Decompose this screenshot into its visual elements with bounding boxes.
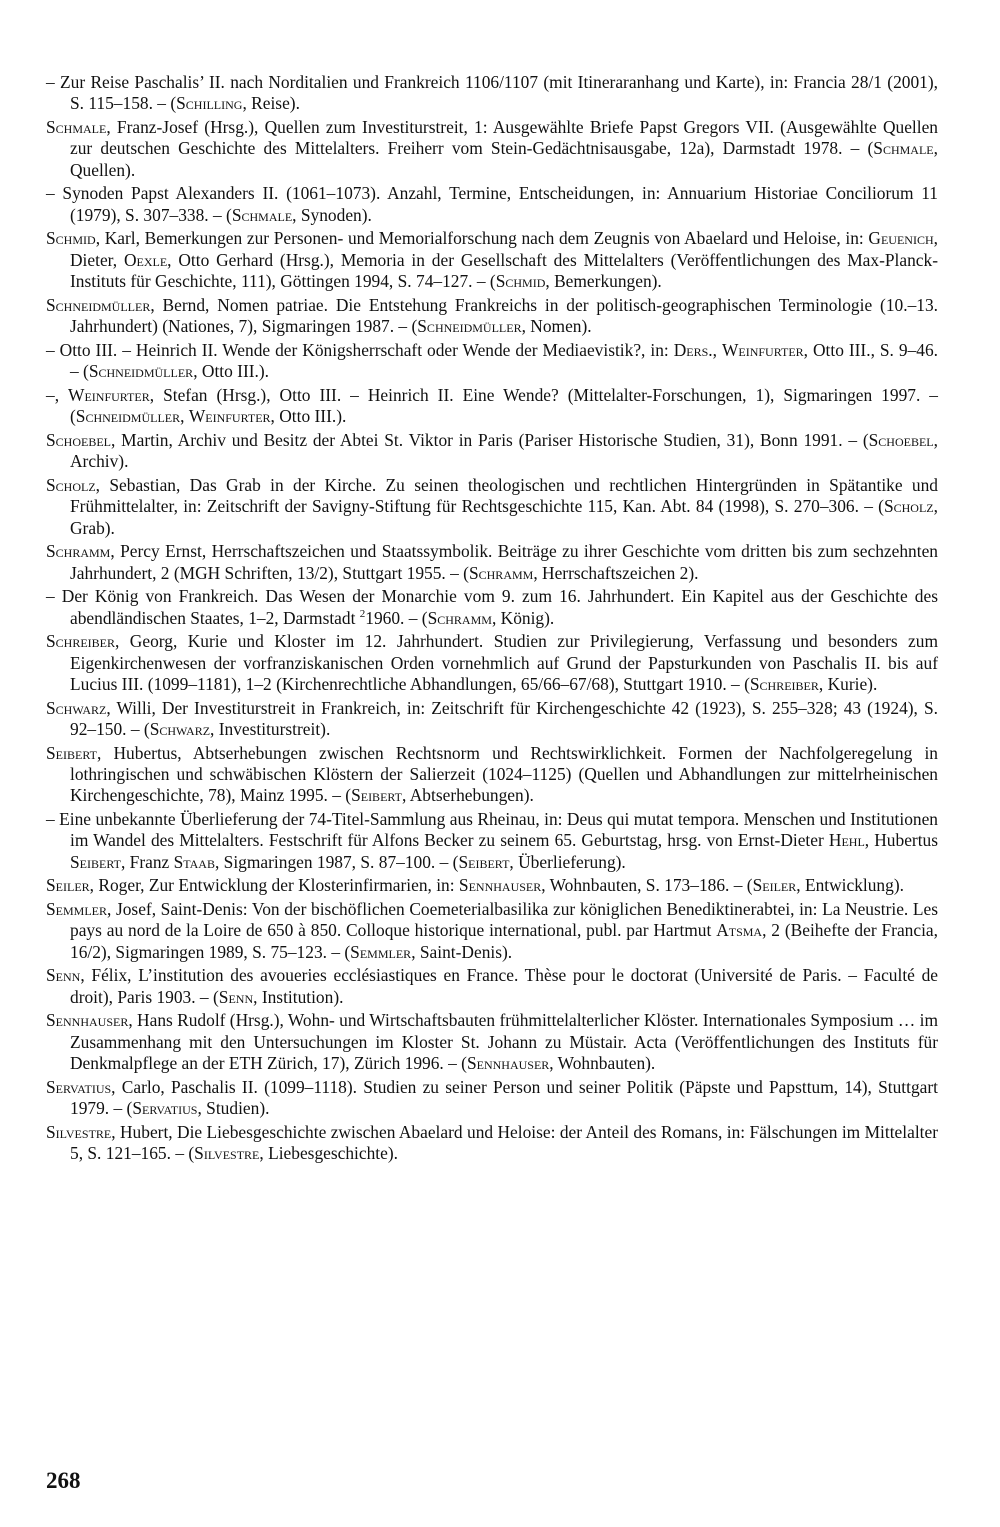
entry-text: , Roger, Zur Entwicklung der Klosterinfirmarien, in: — [89, 875, 459, 896]
author-name: Seibert — [458, 851, 510, 872]
entry-text: , Wohnbauten, S. 173–186. – ( — [541, 875, 753, 896]
author-name: Schneidmüller — [88, 361, 194, 382]
entry-text: , Überlieferung). — [509, 851, 626, 872]
bibliography-entry — [46, 1077, 938, 1120]
bibliography-entry — [46, 1122, 938, 1165]
author-name: Schwarz — [149, 719, 211, 740]
author-name: Semmler — [46, 899, 108, 920]
bibliography-entry — [46, 541, 938, 584]
author-name: Senn — [218, 986, 254, 1007]
author-name: Silvestre — [194, 1143, 260, 1164]
entry-text: , Studien). — [197, 1098, 270, 1119]
entry-text: , Willi, Der Investiturstreit in Frankreich, in: Zeitschrift für Kirchengeschichte 42 (1923), S. 255–328; 43 (1924), S. 92–150. – ( — [70, 697, 938, 740]
bibliography-entry — [46, 743, 938, 807]
entry-text: , Percy Ernst, Herrschaftszeichen und Staatssymbolik. Beiträge zu ihrer Geschichte vom dritten bis zum sechzehnten Jahrhundert, 2 (MGH Schriften, 13/2), Stuttgart 1955. – ( — [70, 541, 938, 583]
entry-text: , Martin, Archiv und Besitz der Abtei St. Viktor in Paris (Pariser Historische Studien, 31), Bonn 1991. – ( — [111, 429, 869, 450]
entry-text: , Reise). — [242, 93, 300, 114]
author-name: Schramm — [427, 607, 492, 628]
author-name: Weinfurter — [188, 406, 271, 427]
bibliography-entry — [46, 295, 938, 338]
entry-text: , Sigmaringen 1987, S. 87–100. – ( — [214, 851, 459, 872]
author-name: Schmale — [46, 117, 107, 137]
entry-text: , Franz — [120, 851, 174, 872]
entry-text: , Félix, L’institution des avoueries ecclésiastiques en France. Thèse pour le doctorat (Université de Paris. – Faculté de droit), Paris 1903. – ( — [70, 965, 938, 1007]
author-name: Schoebel — [868, 429, 934, 450]
author-name: Seiler — [46, 875, 90, 896]
author-name: Schneidmüller — [46, 294, 151, 315]
entry-text: , Investiturstreit). — [210, 719, 331, 740]
bibliography-entry — [46, 586, 938, 629]
author-name: Schramm — [46, 541, 111, 562]
entry-text: , Stefan (Hrsg.), Otto III. – Heinrich II. Eine Wende? (Mittelalter-Forschungen, 1), Sigmaringen 1997. – ( — [70, 384, 938, 427]
bibliography-entry — [46, 965, 938, 1008]
bibliography-entry — [46, 117, 938, 181]
author-name: Schreiber — [749, 674, 819, 695]
entry-text: – Der König von Frankreich. Das Wesen der Monarchie vom 9. zum 16. Jahrhundert. Ein Kapitel aus der Geschichte des abendländischen Staates, 1–2, Darmstadt — [46, 586, 938, 628]
author-name: Seibert — [351, 785, 403, 806]
entry-text: , Josef, Saint-Denis: Von der bischöflichen Coemeterialbasilika zur königlichen Benediktinerabtei, in: La Neustrie. Les pays au nord de la Loire de 650 à 850. Colloque historique international, publ. par Hartmut — [70, 899, 938, 941]
entry-text: , Bemerkungen). — [545, 271, 662, 292]
bibliography-entry — [46, 228, 938, 292]
page-number: 268 — [46, 1468, 81, 1493]
author-name: Schilling — [176, 93, 243, 114]
entry-text: , Franz-Josef (Hrsg.), Quellen zum Investiturstreit, 1: Ausgewählte Briefe Papst Gregors VII. (Ausgewählte Quellen zur deutschen Geschichte des Mittelalters. Freiherr vom Stein-Gedächtnisausgabe, 12a), Darmstadt 1978. – ( — [70, 117, 938, 159]
entry-text: , Otto III., S. 9–46. – ( — [70, 339, 939, 382]
author-name: Weinfurter — [721, 339, 804, 360]
author-name: Seiler — [752, 875, 797, 896]
author-name: Oexle — [123, 249, 168, 270]
entry-text: , König). — [491, 607, 555, 628]
entry-text: – Synoden Papst Alexanders II. (1061–1073). Anzahl, Termine, Entscheidungen, in: Annuarium Historiae Conciliorum 11 (1979), S. 307–338. – ( — [46, 183, 938, 225]
author-name: Senn — [46, 965, 81, 986]
entry-text: , Georg, Kurie und Kloster im 12. Jahrhundert. Studien zur Privilegierung, Verfassung und besonders zum Eigenkirchenwesen der vorfranziskanischen Orden vornehmlich auf Grund der Papsturkunden von Paschalis II. bis auf Lucius III. (1099–1181), 1–2 (Kirchenrechtliche Abhandlungen, 65/66–67/68), Stuttgart 1910. – ( — [70, 631, 938, 695]
bibliography-entry — [46, 385, 938, 428]
author-name: Semmler — [350, 941, 412, 962]
author-name: Schmid — [46, 228, 96, 249]
author-name: Geuenich — [868, 228, 934, 249]
bibliography-entry — [46, 698, 938, 741]
entry-text: , Sebastian, Das Grab in der Kirche. Zu seinen theologischen und rechtlichen Hintergründen in Spätantike und Frühmittelalter, in: Zeitschrift der Savigny-Stiftung für Rechtsgeschichte 115, Kan. Abt. 84 (1998), S. 270–306. – ( — [70, 474, 938, 517]
author-name: Schreiber — [46, 631, 116, 652]
entry-text: , Grab). — [70, 496, 938, 538]
author-name: Sennhauser — [458, 875, 542, 896]
author-name: Hehl — [828, 830, 865, 851]
author-name: Weinfurter — [68, 384, 150, 405]
author-name: Schneidmüller — [417, 316, 522, 337]
entry-text: , — [180, 406, 189, 427]
bibliography-entry — [46, 1010, 938, 1074]
author-name: Schmale — [231, 204, 293, 225]
entry-text: , — [712, 339, 722, 360]
entry-text: , Nomen). — [521, 316, 592, 337]
entry-text: , Saint-Denis). — [411, 941, 513, 962]
bibliography-list — [46, 72, 938, 1167]
author-name: Seibert — [46, 742, 97, 763]
author-name: Staab — [173, 851, 215, 872]
entry-text: –, — [46, 384, 69, 405]
author-name: Sennhauser — [46, 1010, 129, 1031]
entry-text: , Quellen). — [70, 138, 938, 180]
author-name: Schmid — [495, 271, 546, 292]
author-name: Scholz — [883, 496, 934, 517]
author-name: Servatius — [132, 1098, 198, 1119]
author-name: Servatius — [46, 1076, 112, 1097]
bibliography-entry — [46, 809, 938, 873]
bibliography-entry — [46, 183, 938, 226]
entry-text: , Hubertus — [864, 830, 938, 851]
entry-text: – Zur Reise Paschalis’ II. nach Norditalien und Frankreich 1106/1107 (mit Itineraranhang und Karte), in: Francia 28/1 (2001), S. 115–158. – ( — [46, 72, 938, 114]
author-name: Schwarz — [46, 697, 107, 718]
entry-text: , Hans Rudolf (Hrsg.), Wohn- und Wirtschaftsbauten frühmittelalterlicher Klöster. Internationales Symposium … im Zusammenhang mit den Untersuchungen im Kloster St. Johann zu Müstair. Acta (Veröffentlichungen des Instituts für Denkmalpflege an der ETH Zürich, 17), Zürich 1996. – ( — [70, 1010, 938, 1074]
author-name: Atsma — [716, 920, 763, 941]
author-name: Schmale — [873, 138, 934, 159]
entry-text: – Eine unbekannte Überlieferung der 74-Titel-Sammlung aus Rheinau, in: Deus qui mutat tempora. Menschen und Institutionen im Wandel des Mittelalters. Festschrift für Alfons Becker zu seinem 65. Geburtstag, hrsg. von Ernst-Dieter — [46, 809, 938, 851]
bibliography-entry — [46, 899, 938, 963]
entry-text: , 2 (Beihefte der Francia, 16/2), Sigmaringen 1989, S. 75–123. – ( — [70, 920, 938, 962]
bibliography-entry — [46, 430, 938, 473]
author-name: Sennhauser — [466, 1053, 550, 1074]
author-name: Schneidmüller — [75, 406, 181, 427]
author-name: Ders. — [673, 339, 713, 360]
edition-superscript: 2 — [359, 607, 366, 620]
entry-text: , Hubertus, Abtserhebungen zwischen Rechtsnorm und Rechtswirklichkeit. Formen der Nachfolgeregelung in lothringischen und schwäbischen Klöstern der Salierzeit (1024–1125) (Quellen und Abhandlungen zur mittelrheinischen Kirchengeschichte, 78), Mainz 1995. – ( — [70, 742, 938, 806]
entry-text: , Institution). — [253, 986, 344, 1007]
entry-text: , Liebesgeschichte). — [259, 1143, 398, 1164]
author-name: Seibert — [70, 851, 121, 872]
bibliography-entry — [46, 72, 938, 115]
entry-text: , Bernd, Nomen patriae. Die Entstehung Frankreichs in der politisch-geographischen Terminologie (10.–13. Jahrhundert) (Nationes, 7), Sigmaringen 1987. – ( — [70, 294, 938, 337]
entry-text: , Carlo, Paschalis II. (1099–1118). Studien zu seiner Person und seiner Politik (Päpste und Papsttum, 14), Stuttgart 1979. – ( — [70, 1076, 938, 1119]
bibliography-entry — [46, 631, 938, 695]
bibliography-entry — [46, 340, 938, 383]
entry-text: , Dieter, — [70, 228, 938, 270]
author-name: Scholz — [46, 474, 96, 495]
entry-text: , Otto III.). — [270, 406, 347, 427]
entry-text: , Otto III.). — [193, 361, 270, 382]
author-name: Silvestre — [46, 1121, 112, 1142]
entry-text: , Wohnbauten). — [549, 1053, 656, 1074]
author-name: Schoebel — [46, 429, 112, 450]
entry-text: 1960. – ( — [365, 607, 428, 628]
entry-text: , Karl, Bemerkungen zur Personen- und Memorialforschung nach dem Zeugnis von Abaelard und Heloise, in: — [95, 228, 869, 249]
entry-text: , Entwicklung). — [796, 875, 904, 896]
entry-text: – Otto III. – Heinrich II. Wende der Königsherrschaft oder Wende der Mediaevistik?, in: — [46, 339, 674, 360]
entry-text: , Kurie). — [818, 674, 878, 695]
entry-text: , Herrschaftszeichen 2). — [533, 562, 699, 583]
entry-text: , Hubert, Die Liebesgeschichte zwischen Abaelard und Heloise: der Anteil des Romans, in: Fälschungen im Mittelalter 5, S. 121–165. – ( — [70, 1121, 938, 1164]
entry-text: , Archiv). — [70, 429, 938, 472]
entry-text: , Abtserhebungen). — [402, 785, 534, 806]
entry-text: , Otto Gerhard (Hrsg.), Memoria in der Gesellschaft des Mittelalters (Veröffentlichungen des Max-Planck-Instituts für Geschichte, 111), Göttingen 1994, S. 74–127. – ( — [70, 249, 938, 292]
entry-text: , Synoden). — [292, 204, 372, 225]
bibliography-entry — [46, 475, 938, 539]
author-name: Schramm — [468, 562, 534, 583]
bibliography-entry — [46, 875, 938, 896]
